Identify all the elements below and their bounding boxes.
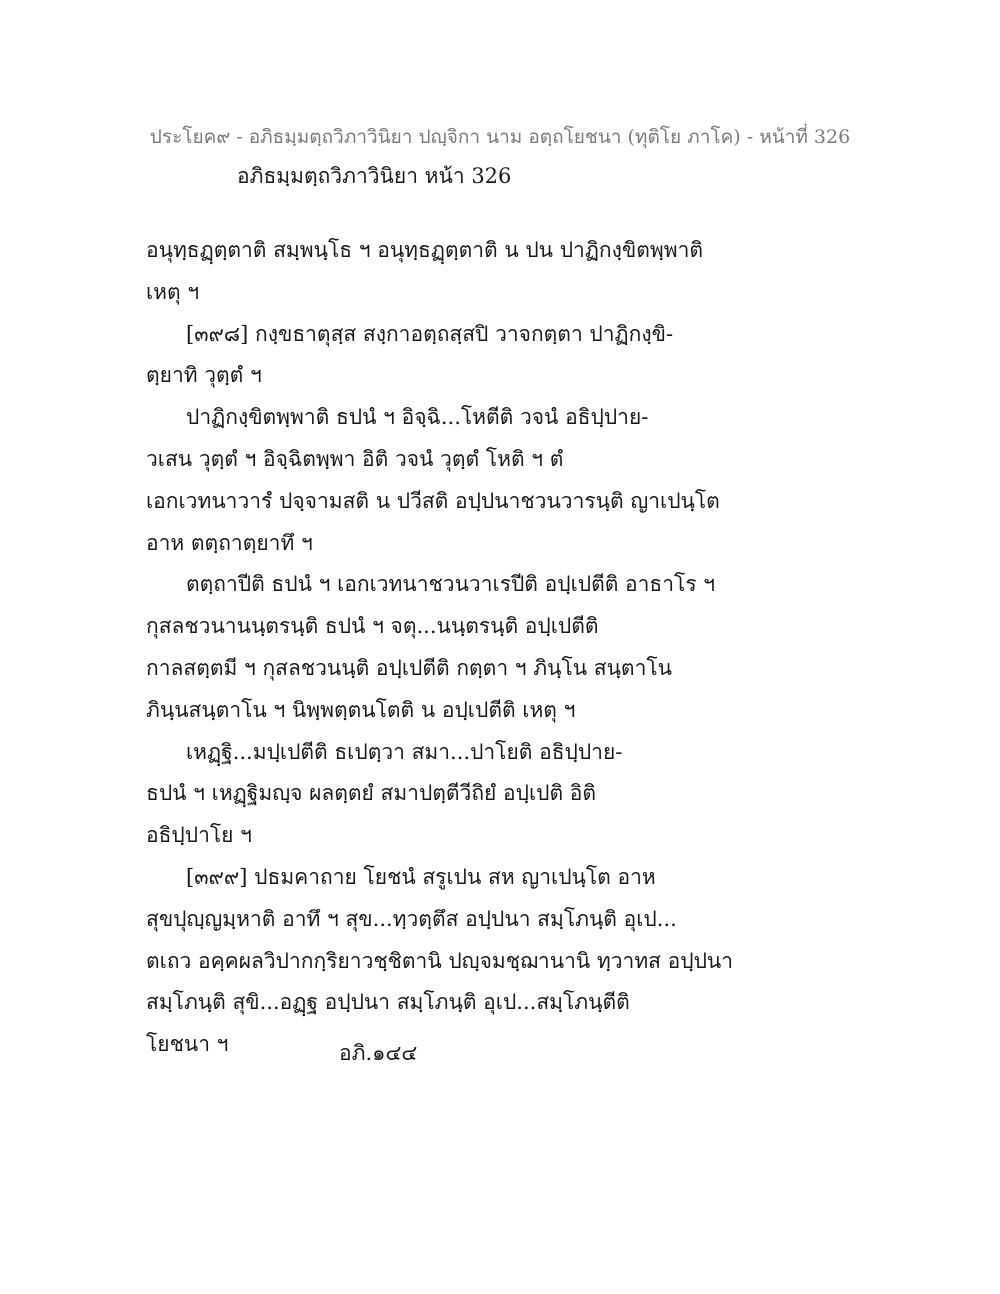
text-line: ธปนํ ฯ เหฏฺฐิมญฺจ ผลตฺตยํ สมาปตฺตีวีถิยํ อปฺเปติ อิติ (146, 781, 597, 806)
text-line: กาลสตฺตมี ฯ กุสลชวนนฺติ อปฺเปตีติ กตฺตา ฯ ภินฺโน สนฺตาโน (146, 655, 672, 680)
text-line: อธิปฺปาโย ฯ (146, 823, 252, 848)
running-header: ประโยค๙ - อภิธมฺมตฺถวิภาวินิยา ปญฺจิกา นาม อตฺถโยชนา (ทุติโย ภาโค) - หน้าที่ 326 (149, 126, 851, 148)
text-line: กุสลชวนานนฺตรนฺติ ธปนํ ฯ จตุ...นนฺตรนฺติ อปฺเปตีติ (146, 614, 599, 639)
paragraph-start-line: [๓๙๙] ปธมคาถาย โยชนํ สรูเปน สห ญาเปนฺโต อาห (186, 864, 656, 889)
paragraph-start-line: [๓๙๘] กงฺขธาตุสฺส สงฺกาอตฺถสฺสปิ วาจกตฺตา ปาฏิกงฺขิ- (186, 321, 674, 346)
text-line: ตฺยาทิ วุตฺตํ ฯ (146, 363, 262, 388)
text-line: เหตุ ฯ (146, 279, 200, 304)
text-line: ตเถว อคฺคผลวิปากกฺริยาวชฺชิตานิ ปญฺจมชฺฌานานิ ทฺวาทส อปฺปนา (146, 948, 734, 973)
text-line: อาห ตตฺถาตฺยาทึ ฯ (146, 530, 313, 555)
text-line: อนุทฺธฏฺตฺตาติ สมฺพนฺโธ ฯ อนุทฺธฏฺตฺตาติ น ปน ปาฏิกงฺขิตพฺพาติ (146, 238, 704, 262)
text-line: ภินฺนสนฺตาโน ฯ นิพฺพตฺตนโตติ น อปฺเปตีติ เหตุ ฯ (146, 697, 576, 722)
text-line: โยชนา ฯ (146, 1032, 229, 1057)
body-text (146, 230, 734, 1066)
paragraph-start-line: เหฏฺฐิ...มปฺเปตีติ ธเปตฺวา สมา...ปาโยติ อธิปฺปาย- (186, 739, 623, 764)
text-line: วเสน วุตฺตํ ฯ อิจฺฉิตพฺพา อิติ วจนํ วุตฺตํ โหติ ฯ ตํ (146, 446, 564, 471)
paragraph-start-line: ปาฏิกงฺขิตพฺพาติ ธปนํ ฯ อิจฺฉิ...โหตีติ วจนํ อธิปฺปาย- (186, 405, 649, 430)
page-heading: อภิธมฺมตฺถวิภาวินิยา หน้า 326 (237, 164, 512, 188)
text-line: สุขปุญฺญมฺหาติ อาทึ ฯ สุข...ทฺวตฺตึส อปฺปนา สมฺโภนฺติ อุเป... (146, 906, 677, 931)
paragraph-start-line: ตตฺถาปีติ ธปนํ ฯ เอกเวทนาชวนวาเรปีติ อปฺเปตีติ อาธาโร ฯ (186, 572, 716, 597)
footer-reference: อภิ.๑๔๔ (339, 1041, 418, 1065)
text-line: เอกเวทนาวารํ ปจฺจามสติ น ปวีสติ อปฺปนาชวนวารนฺติ ญาเปนฺโต (146, 488, 720, 513)
text-line: สมฺโภนฺติ สุขิ...อฏฺฐ อปฺปนา สมฺโภนฺติ อุเป...สมฺโภนฺตีติ (146, 990, 630, 1015)
